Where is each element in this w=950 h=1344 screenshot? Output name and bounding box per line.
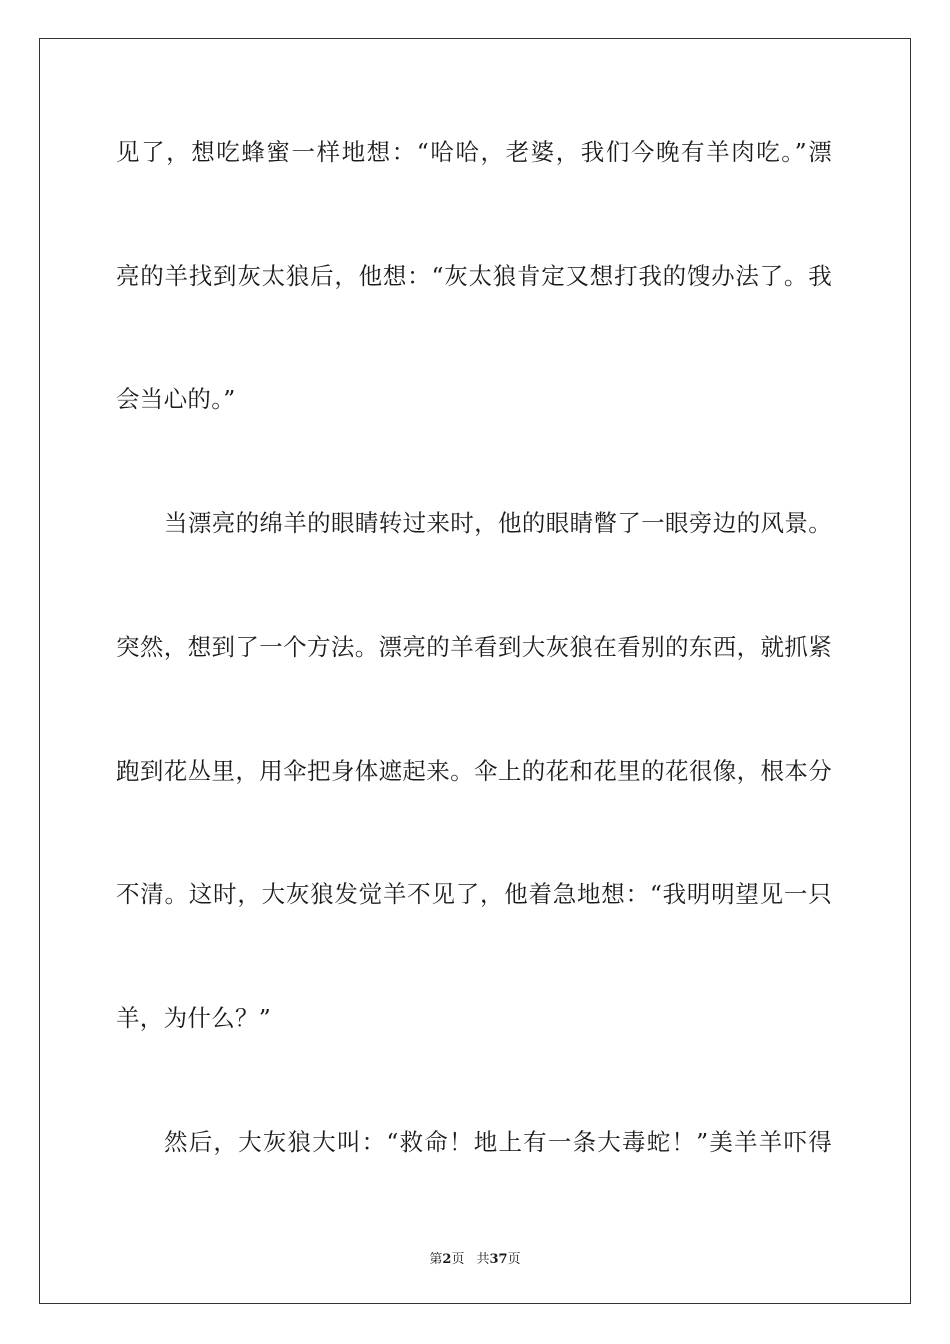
text-line-6: 跑到花丛里，用伞把身体遮起来。伞上的花和花里的花很像，根本分 (116, 757, 832, 785)
text-line-5: 突然，想到了一个方法。漂亮的羊看到大灰狼在看别的东西，就抓紧 (116, 633, 832, 661)
total-pages-number: 37 (489, 1252, 508, 1267)
footer-page-suffix: 页 (451, 1252, 465, 1267)
text-line-8: 羊，为什么？” (116, 1004, 272, 1032)
text-line-4: 当漂亮的绵羊的眼睛转过来时，他的眼睛瞥了一眼旁边的风景。 (164, 509, 832, 537)
footer-total-suffix: 页 (507, 1252, 521, 1267)
page-footer (0, 1248, 950, 1267)
footer-total-prefix: 共 (476, 1252, 490, 1267)
text-line-3: 会当心的。” (116, 385, 236, 413)
page-frame (39, 38, 911, 1304)
text-line-2: 亮的羊找到灰太狼后，他想：“灰太狼肯定又想打我的馊办法了。我 (116, 262, 832, 290)
current-page-number: 2 (442, 1252, 452, 1267)
text-line-7: 不清。这时，大灰狼发觉羊不见了，他着急地想：“我明明望见一只 (116, 880, 832, 908)
footer-prefix: 第 (429, 1252, 443, 1267)
text-line-1: 见了，想吃蜂蜜一样地想：“哈哈，老婆，我们今晚有羊肉吃。”漂 (116, 138, 832, 166)
text-line-9: 然后，大灰狼大叫：“救命！地上有一条大毒蛇！”美羊羊吓得 (164, 1128, 832, 1156)
